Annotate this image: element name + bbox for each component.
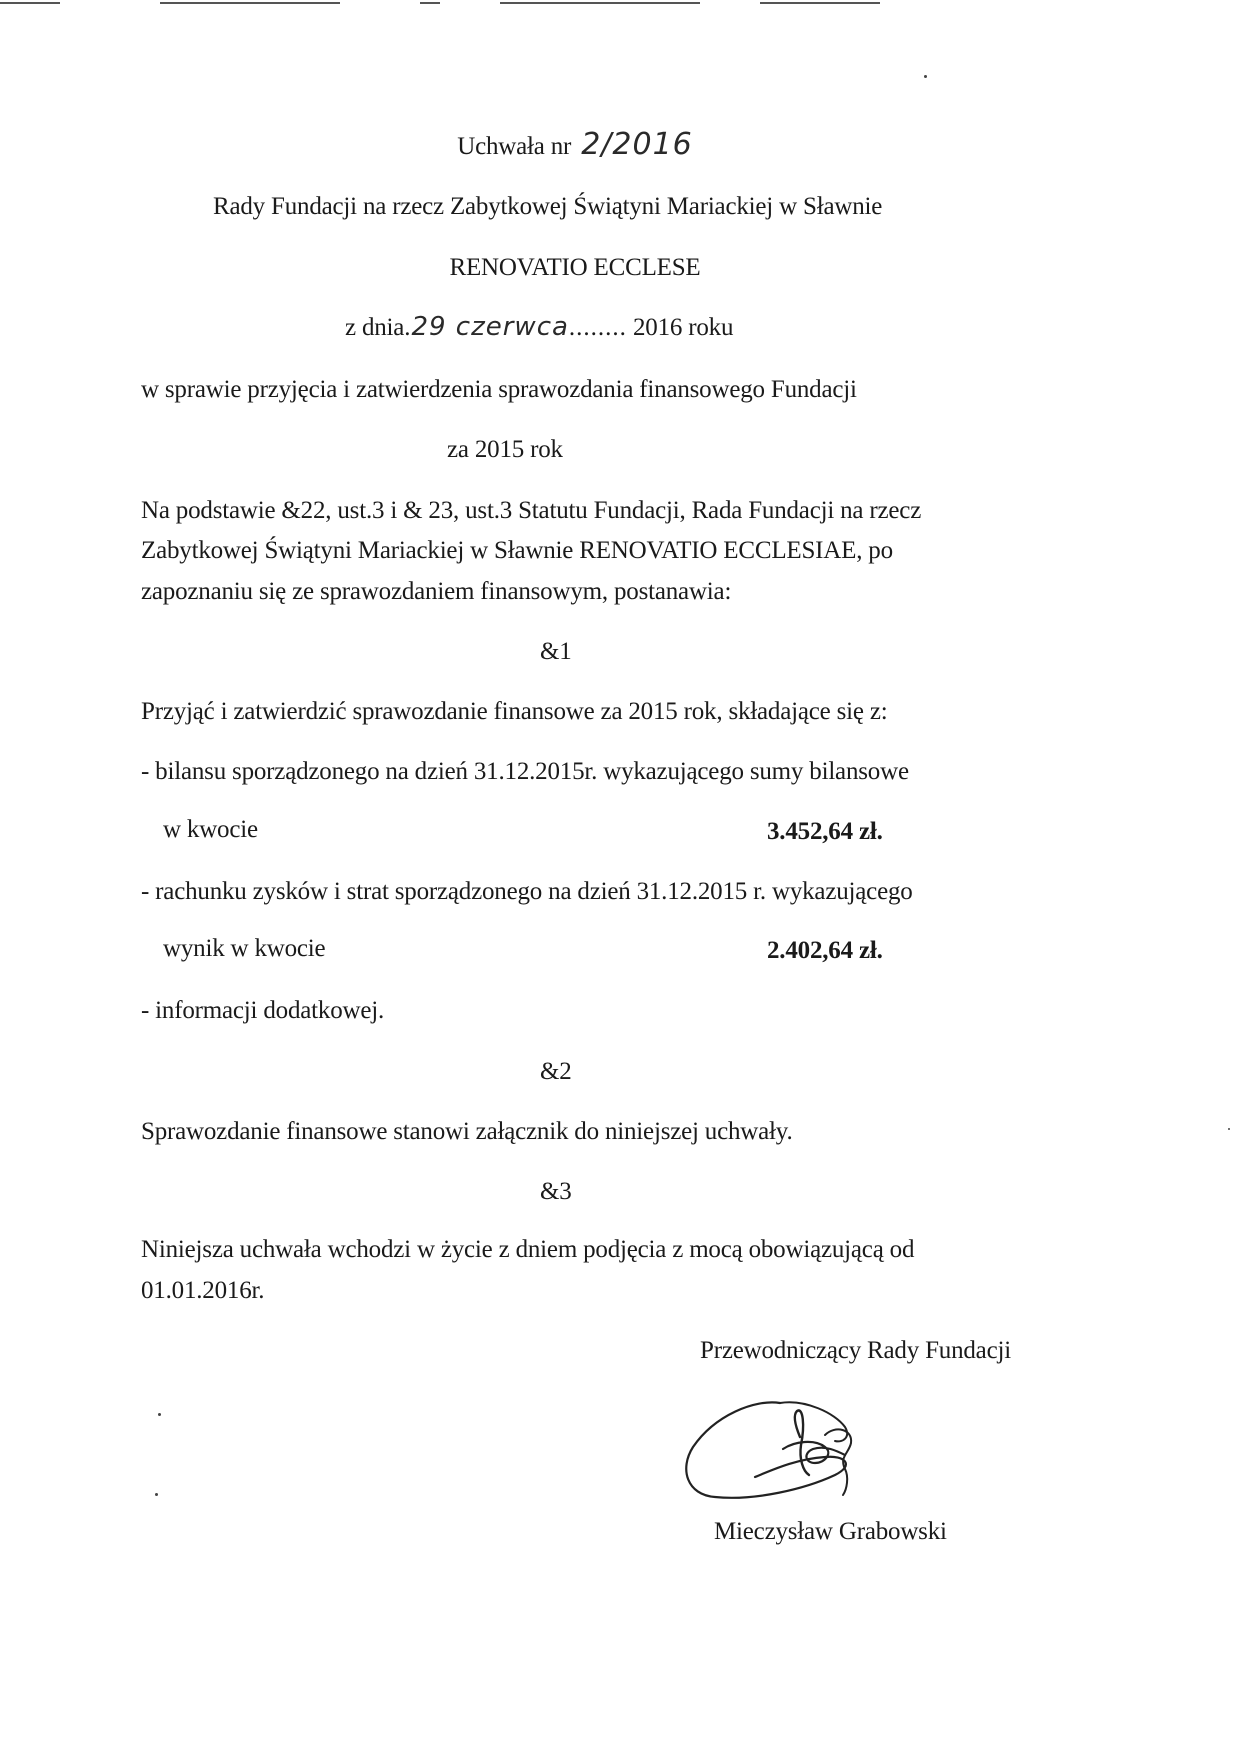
section-3-line-2: 01.01.2016r. [141,1277,265,1304]
section-1-heading: &1 [540,638,572,665]
section-2-text: Sprawozdanie finansowe stanowi załącznik do niniejszej uchwały. [141,1118,793,1145]
item-3-line: - informacji dodatkowej. [141,997,385,1024]
signature-icon [675,1385,915,1515]
date-handwritten: 29 czerwca [411,312,569,342]
item-2-line: - rachunku zysków i strat sporządzonego na dzień 31.12.2015 r. wykazującego [141,878,913,905]
date-dots-lead: . [404,314,412,341]
date-prefix: z dnia [345,314,405,341]
scan-speck [1228,1128,1230,1130]
date-line [345,312,733,343]
section-1-intro: Przyjąć i zatwierdzić sprawozdanie finansowe za 2015 rok, składające się z: [141,698,888,725]
preamble-line-2: Zabytkowej Świątyni Mariackiej w Sławnie RENOVATIO ECCLESIAE, po [141,537,893,564]
item-1-amount: 3.452,64 zł. [767,818,883,845]
scan-speck [155,1493,158,1496]
subject-year: za 2015 rok [447,436,563,463]
item-1-line: - bilansu sporządzonego na dzień 31.12.2015r. wykazującego sumy bilansowe [141,758,909,785]
preamble-line-1: Na podstawie &22, ust.3 i & 23, ust.3 Statutu Fundacji, Rada Fundacji na rzecz [141,497,922,524]
scan-speck [924,75,927,78]
date-suffix: 2016 roku [632,314,734,341]
resolution-title [0,127,1150,162]
section-2-heading: &2 [540,1058,572,1085]
section-3-heading: &3 [540,1178,572,1205]
title-prefix: Uchwała nr [457,133,572,160]
item-2-label: wynik w kwocie [163,935,326,962]
item-1-label: w kwocie [163,816,258,843]
scan-speck [158,1413,161,1416]
item-2-amount: 2.402,64 zł. [767,937,883,964]
signatory-name: Mieczysław Grabowski [714,1518,947,1545]
section-3-line-1: Niniejsza uchwała wchodzi w życie z dniem podjęcia z mocą obowiązującą od [141,1236,915,1263]
date-dots-trail: ........ [568,314,627,341]
subject-line: w sprawie przyjęcia i zatwierdzenia sprawozdania finansowego Fundacji [141,376,857,403]
org-name: RENOVATIO ECCLESE [449,254,701,281]
signatory-role: Przewodniczący Rady Fundacji [700,1337,1011,1364]
title-number: 2/2016 [581,127,693,162]
preamble-line-3: zapoznaniu się ze sprawozdaniem finansowym, postanawia: [141,578,732,605]
scan-edge [0,0,1242,6]
council-line: Rady Fundacji na rzecz Zabytkowej Świątyni Mariackiej w Sławnie [213,193,883,220]
